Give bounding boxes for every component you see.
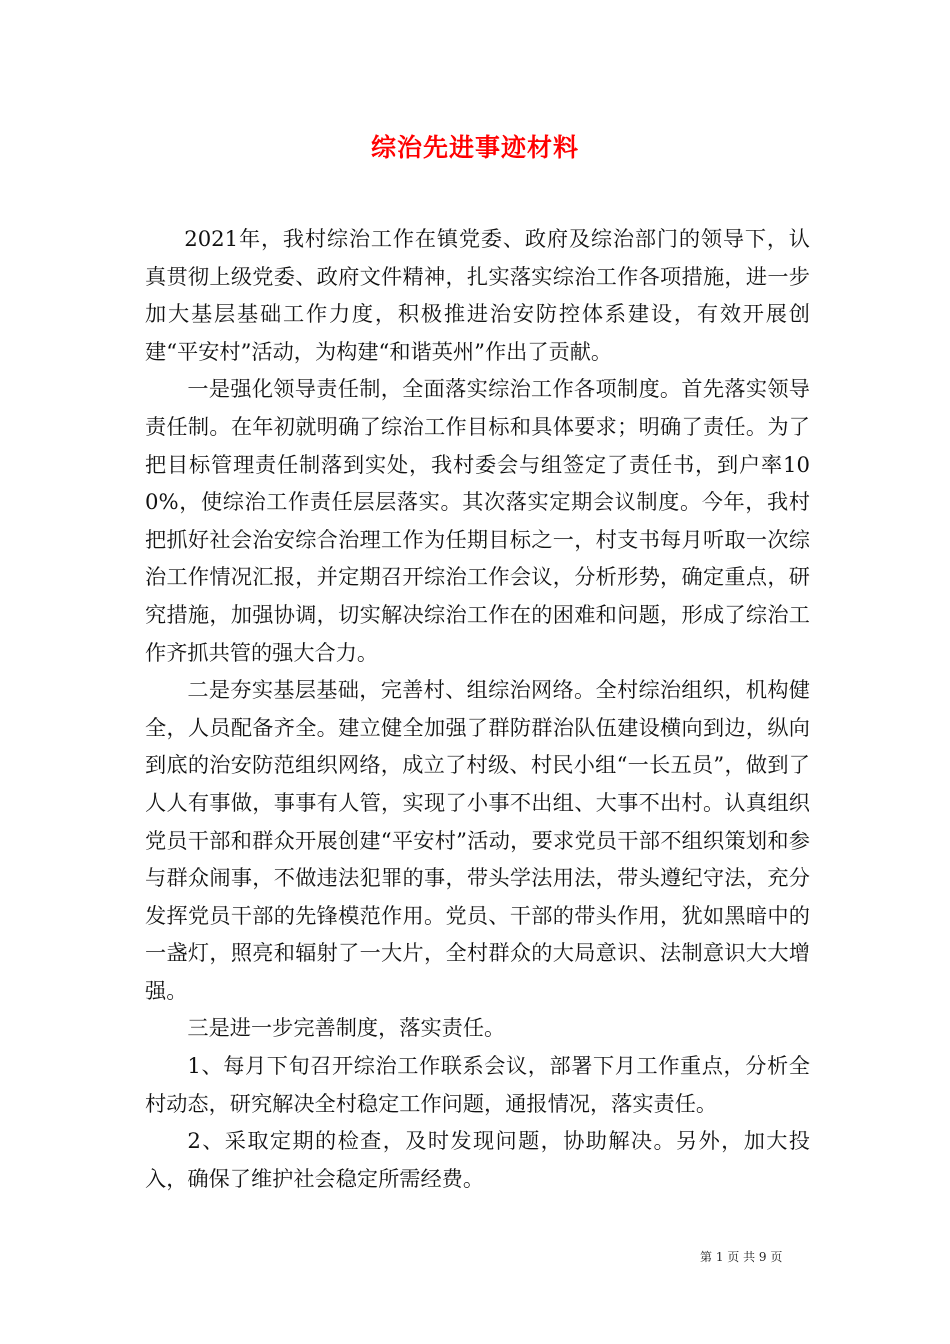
document-title: 综治先进事迹材料	[370, 133, 579, 162]
document-body	[145, 220, 810, 1197]
paragraph-item-2: 2、采取定期的检查，及时发现问题，协助解决。另外，加大投入，确保了维护社会稳定所需经费。	[145, 1128, 810, 1191]
page-number-footer: 第 1 页 共 9 页	[700, 1250, 783, 1264]
paragraph-item-1: 1、每月下旬召开综治工作联系会议，部署下月工作重点，分析全村动态，研究解决全村稳定工作问题，通报情况，落实责任。	[145, 1053, 810, 1116]
paragraph-leadership: 一是强化领导责任制，全面落实综治工作各项制度。首先落实领导责任制。在年初就明确了综治工作目标和具体要求；明确了责任。为了把目标管理责任制落到实处，我村委会与组签定了责任书，到户率100%，使综治工作责任层层落实。其次落实定期会议制度。今年，我村把抓好社会治安综合治理工作为任期目标之一，村支书每月听取一次综治工作情况汇报，并定期召开综治工作会议，分析形势，确定重点，研究措施，加强协调，切实解决综治工作在的困难和问题，形成了综治工作齐抓共管的强大合力。	[145, 376, 810, 665]
paragraph-intro: 2021年，我村综治工作在镇党委、政府及综治部门的领导下，认真贯彻上级党委、政府文件精神，扎实落实综治工作各项措施，进一步加大基层基础工作力度，积极推进治安防控体系建设，有效开展创建“平安村”活动，为构建“和谐英州”作出了贡献。	[145, 226, 810, 364]
paragraph-grassroots: 二是夯实基层基础，完善村、组综治网络。全村综治组织，机构健全，人员配备齐全。建立健全加强了群防群治队伍建设横向到边，纵向到底的治安防范组织网络，成立了村级、村民小组“一长五员”，做到了人人有事做，事事有人管，实现了小事不出组、大事不出村。认真组织党员干部和群众开展创建“平安村”活动，要求党员干部不组织策划和参与群众闹事，不做违法犯罪的事，带头学法用法，带头遵纪守法，充分发挥党员干部的先锋模范作用。党员、干部的带头作用，犹如黑暗中的一盏灯，照亮和辐射了一大片，全村群众的大局意识、法制意识大大增强。	[145, 677, 810, 1003]
paragraph-system-heading: 三是进一步完善制度，落实责任。	[187, 1015, 506, 1041]
